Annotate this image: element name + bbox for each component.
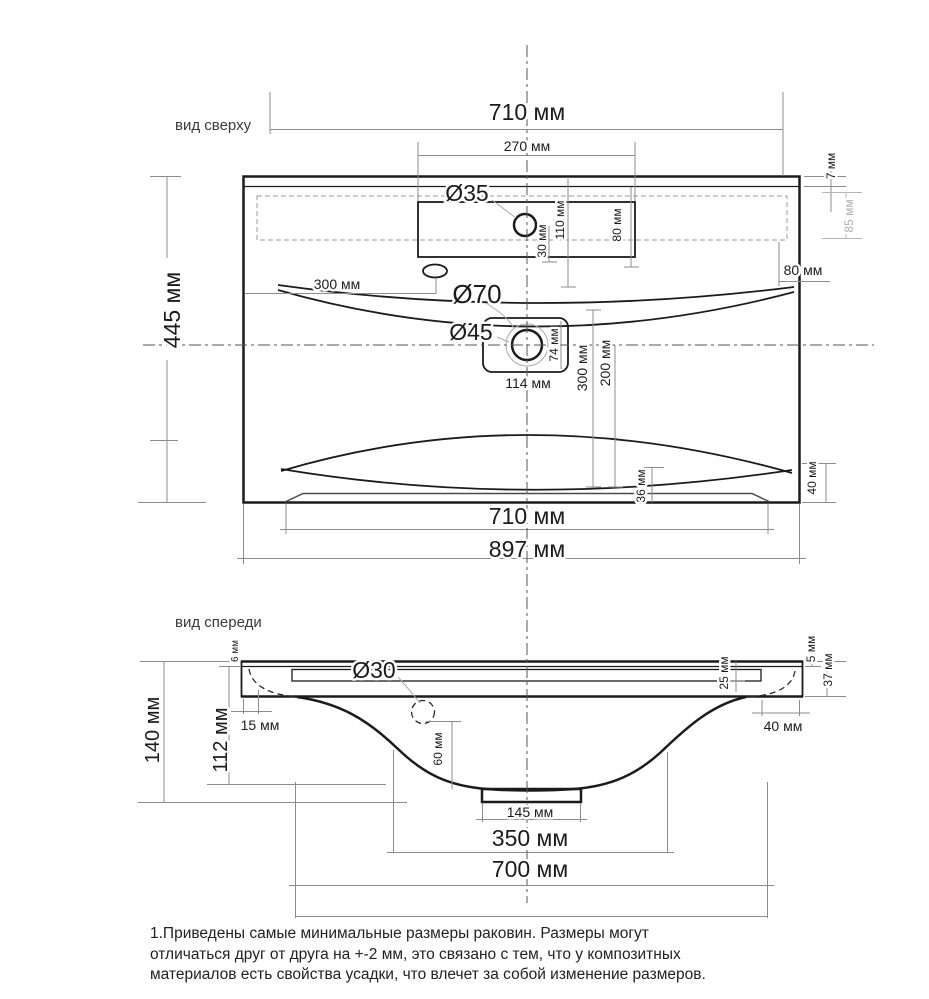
dim-85-label: 85 мм	[842, 199, 856, 233]
bowl-profile	[297, 697, 746, 791]
dim-80-center	[624, 187, 639, 267]
d30-label: Ø30	[352, 657, 396, 683]
dim-897-label: 897 мм	[488, 536, 566, 562]
dim-700-label: 700 мм	[491, 856, 569, 882]
dim-710-bottom-label: 710 мм	[488, 503, 566, 529]
d70-label: Ø70	[452, 279, 502, 309]
dim-40-front	[752, 700, 810, 716]
dim-445-label: 445 мм	[159, 271, 185, 349]
dim-300-vertical	[586, 310, 601, 487]
dim-60-label: 60 мм	[431, 732, 445, 766]
dim-15-label: 15 мм	[240, 717, 280, 733]
dim-40-topview-label: 40 мм	[805, 461, 819, 495]
dim-300-left-label: 300 мм	[313, 276, 361, 292]
dim-114-label: 114 мм	[505, 375, 551, 391]
dim-74-label: 74 мм	[547, 328, 561, 362]
dim-80-center-label: 80 мм	[610, 208, 624, 242]
dim-145-label: 145 мм	[506, 804, 554, 820]
footnote-line-2: отличаться друг от друга на +-2 мм, это связано с тем, что у композитных	[150, 945, 681, 963]
dim-15	[231, 690, 272, 714]
dim-40-front-label: 40 мм	[763, 718, 803, 734]
dim-710-top-label: 710 мм	[488, 99, 566, 125]
dim-270-label: 270 мм	[503, 138, 551, 154]
footnote-line-3: материалов есть свойства усадки, что влечет за собой изменение размеров.	[150, 966, 706, 983]
dim-5-label: 5 мм	[804, 635, 818, 663]
faucet-hole	[514, 214, 536, 236]
footnote-line-1: 1.Приведены самые минимальные размеры раковин. Размеры могут	[150, 925, 649, 942]
dim-112	[207, 667, 386, 785]
front-apron-upper-curve	[281, 435, 792, 473]
front-view-label: вид спереди	[175, 614, 262, 631]
d35-label: Ø35	[445, 180, 489, 206]
dim-36-label: 36 мм	[634, 469, 648, 503]
top-view-label: вид сверху	[175, 117, 252, 134]
front-apron-lower-curve	[281, 469, 792, 490]
dim-140-label: 140 мм	[142, 696, 164, 764]
dim-80-right-label: 80 мм	[783, 262, 823, 278]
hidden-left-radius	[249, 669, 297, 697]
hidden-right-radius	[749, 671, 795, 697]
dim-30-label: 30 мм	[535, 224, 549, 258]
overflow-hole	[423, 265, 447, 278]
dim-350-label: 350 мм	[491, 825, 569, 851]
top-view	[244, 177, 800, 503]
dim-110-label: 110 мм	[553, 200, 567, 240]
dim-200-vert-label: 200 мм	[597, 339, 613, 387]
d45-label: Ø45	[449, 319, 493, 345]
dim-300-vert-label: 300 мм	[574, 344, 590, 392]
dim-25-label: 25 мм	[717, 656, 731, 690]
dim-7-label: 7 мм	[824, 152, 838, 180]
dim-112-label: 112 мм	[210, 707, 232, 773]
hidden-hole-d30	[412, 701, 435, 724]
dim-37-label: 37 мм	[821, 653, 835, 687]
footnote	[150, 924, 890, 986]
dim-6-label: 6 мм	[230, 639, 241, 663]
